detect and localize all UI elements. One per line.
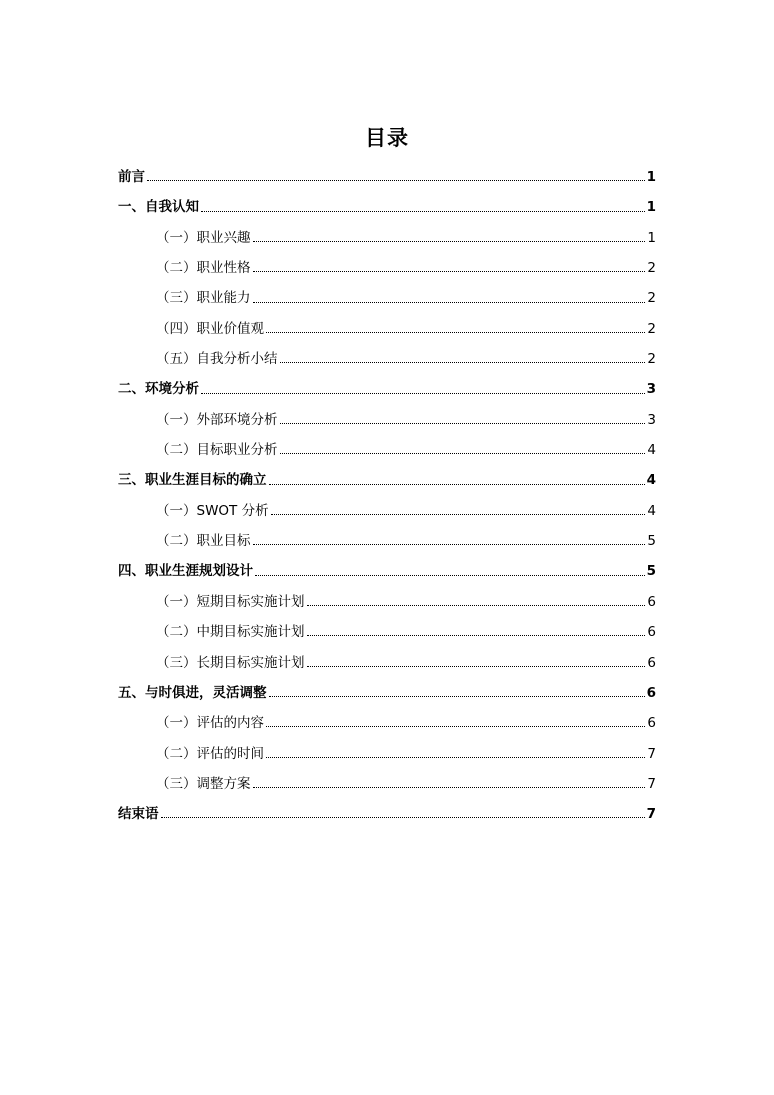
- toc-entry-text: （一）短期目标实施计划: [156, 593, 305, 610]
- toc-entry-text: （二）职业性格: [156, 260, 251, 277]
- toc-dot-leader: [266, 726, 645, 727]
- toc-dot-leader: [280, 362, 646, 363]
- toc-dot-leader: [253, 271, 646, 272]
- toc-page-number: 4: [647, 502, 656, 519]
- toc-page-number: 7: [647, 745, 656, 762]
- toc-entry-text: （二）评估的时间: [156, 745, 264, 762]
- toc-section-entry[interactable]: [118, 648, 656, 678]
- toc-page-number: 6: [646, 684, 656, 701]
- toc-dot-leader: [269, 696, 645, 697]
- toc-chapter-entry[interactable]: [118, 678, 656, 708]
- toc-entry-text: 一、自我认知: [118, 199, 199, 216]
- toc-section-entry[interactable]: [118, 769, 656, 799]
- toc-entry-text: （一）SWOT 分析: [156, 502, 269, 519]
- toc-entry-text: （一）职业兴趣: [156, 229, 251, 246]
- toc-page-number: 6: [647, 593, 656, 610]
- toc-chapter-entry[interactable]: [118, 465, 656, 495]
- toc-page-number: 7: [647, 775, 656, 792]
- toc-entry-text: （四）职业价值观: [156, 320, 264, 337]
- toc-page-number: 2: [647, 260, 656, 277]
- toc-dot-leader: [201, 211, 645, 212]
- toc-dot-leader: [147, 180, 645, 181]
- toc-dot-leader: [271, 514, 646, 515]
- toc-entry-text: 三、职业生涯目标的确立: [118, 472, 267, 489]
- toc-entry-text: 四、职业生涯规划设计: [118, 563, 253, 580]
- toc-chapter-entry[interactable]: [118, 192, 656, 222]
- toc-page-number: 5: [647, 533, 656, 550]
- toc-section-entry[interactable]: [118, 708, 656, 738]
- toc-entry-text: （三）长期目标实施计划: [156, 654, 305, 671]
- toc-dot-leader: [253, 544, 646, 545]
- toc-dot-leader: [269, 484, 645, 485]
- toc-page-number: 6: [647, 624, 656, 641]
- toc-section-entry[interactable]: [118, 344, 656, 374]
- toc-page-number: 2: [647, 290, 656, 307]
- toc-entry-text: （一）外部环境分析: [156, 411, 278, 428]
- toc-dot-leader: [307, 635, 646, 636]
- toc-section-entry[interactable]: [118, 405, 656, 435]
- toc-dot-leader: [307, 605, 646, 606]
- toc-entry-text: 二、环境分析: [118, 381, 199, 398]
- toc-dot-leader: [255, 575, 645, 576]
- toc-dot-leader: [307, 666, 646, 667]
- toc-dot-leader: [253, 302, 646, 303]
- toc-page-number: 2: [647, 351, 656, 368]
- toc-entry-text: 结束语: [118, 806, 159, 823]
- toc-dot-leader: [280, 423, 646, 424]
- toc-entry-text: 前言: [118, 169, 145, 185]
- toc-dot-leader: [253, 787, 646, 788]
- toc-section-entry[interactable]: [118, 739, 656, 769]
- toc-entry-text: 五、与时俱进，灵活调整: [118, 684, 267, 701]
- toc-section-entry[interactable]: [118, 435, 656, 465]
- toc-dot-leader: [266, 332, 645, 333]
- toc-section-entry[interactable]: [118, 526, 656, 556]
- toc-section-entry[interactable]: [118, 253, 656, 283]
- toc-entry-text: （二）中期目标实施计划: [156, 624, 305, 641]
- toc-dot-leader: [161, 817, 645, 818]
- toc-page-number: 6: [647, 654, 656, 671]
- toc-title: 目录: [365, 126, 409, 150]
- toc-page-number: 4: [647, 442, 656, 459]
- toc-page-number: 6: [647, 715, 656, 732]
- toc-page-number: 1: [646, 199, 656, 216]
- toc-entry-text: （三）调整方案: [156, 775, 251, 792]
- toc-section-entry[interactable]: [118, 314, 656, 344]
- toc-entry-text: （五）自我分析小结: [156, 351, 278, 368]
- toc-page-number: 7: [646, 806, 656, 823]
- toc-page-number: 1: [646, 169, 656, 185]
- toc-dot-leader: [253, 241, 646, 242]
- toc-page-number: 2: [647, 320, 656, 337]
- toc-chapter-entry[interactable]: [118, 556, 656, 586]
- toc-section-entry[interactable]: [118, 617, 656, 647]
- toc-dot-leader: [280, 453, 646, 454]
- toc-entry-text: （二）目标职业分析: [156, 442, 278, 459]
- table-of-contents: [118, 162, 656, 830]
- toc-chapter-entry[interactable]: [118, 162, 656, 192]
- toc-page-number: 4: [646, 472, 656, 489]
- toc-section-entry[interactable]: [118, 496, 656, 526]
- toc-section-entry[interactable]: [118, 283, 656, 313]
- toc-section-entry[interactable]: [118, 223, 656, 253]
- toc-page-number: 5: [646, 563, 656, 580]
- toc-section-entry[interactable]: [118, 587, 656, 617]
- toc-dot-leader: [266, 757, 645, 758]
- toc-chapter-entry[interactable]: [118, 799, 656, 829]
- toc-entry-text: （二）职业目标: [156, 533, 251, 550]
- toc-entry-text: （三）职业能力: [156, 290, 251, 307]
- toc-page-number: 3: [647, 411, 656, 428]
- toc-dot-leader: [201, 393, 645, 394]
- toc-page-number: 3: [646, 381, 656, 398]
- toc-page-number: 1: [647, 229, 656, 246]
- toc-chapter-entry[interactable]: [118, 374, 656, 404]
- toc-entry-text: （一）评估的内容: [156, 715, 264, 732]
